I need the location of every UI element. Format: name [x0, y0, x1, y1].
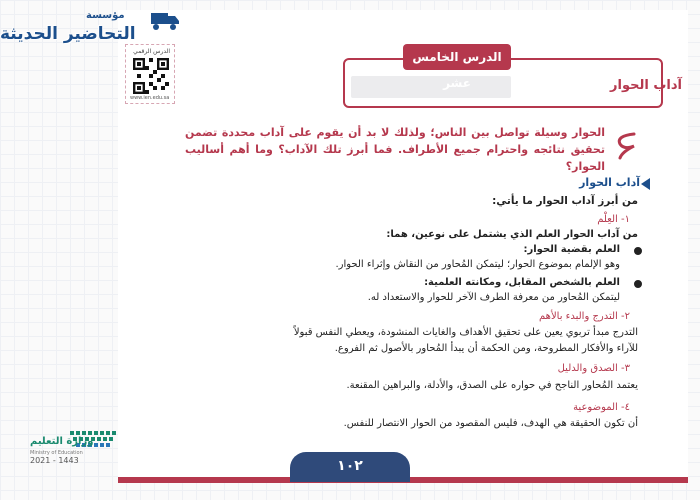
- item-ilm-b2-title: العلم بالشخص المقابل، ومكانته العلمية:: [424, 277, 620, 288]
- item-sidq-title: ٣- الصدق والدليل: [557, 363, 630, 374]
- watermark-text: التحاضير الحديثة: [0, 24, 136, 44]
- qr-title: الدرس الرقمي: [133, 48, 170, 55]
- ministry-name: وزارة التعليم: [30, 436, 94, 447]
- item-ilm-b1-title: العلم بقضية الحوار:: [523, 244, 620, 255]
- section-heading: آداب الحوار: [579, 176, 640, 189]
- ministry-name-en: Ministry of Education: [30, 450, 83, 456]
- item-ilm-title: ١- العِلْم: [597, 214, 630, 225]
- item-tadarruj-line1: التدرج مبدأ تربوي يعين على تحقيق الأهداف والغايات المنشودة، ويعطي النفس قبولاً: [293, 327, 638, 338]
- page-number: ١٠٢: [290, 452, 410, 482]
- lesson-title: آداب الحوار: [610, 78, 682, 93]
- watermark-logo: [0, 6, 180, 46]
- question-spiral-icon: [612, 130, 640, 160]
- title-frame-fill: [351, 76, 511, 98]
- truck-icon: [150, 10, 180, 32]
- section-lead: من أبرز آداب الحوار ما يأتي:: [492, 195, 638, 207]
- item-ilm-line: من آداب الحوار العلم الذي يشتمل على نوعين، هما:: [386, 229, 638, 240]
- item-mawdooiya-line: أن تكون الحقيقة هي الهدف، فليس المقصود من الحوار الانتصار للنفس.: [343, 418, 638, 429]
- item-sidq-line: يعتمد المُحاور الناجح في حواره على الصدق، والأدلة، والبراهين المقنعة.: [346, 380, 638, 391]
- lesson-number-badge: الدرس الخامس عشر: [403, 44, 511, 70]
- section-arrow-icon: [641, 178, 650, 190]
- qr-url: www.ien.edu.sa: [130, 95, 170, 101]
- ministry-year: 2021 - 1443: [30, 456, 79, 465]
- watermark-label: مؤسسة: [86, 10, 125, 21]
- bullet-icon: [634, 247, 642, 255]
- item-mawdooiya-title: ٤- الموضوعية: [573, 402, 630, 413]
- digital-lesson-card[interactable]: [125, 44, 175, 104]
- intro-paragraph: الحوار وسيلة تواصل بين الناس؛ ولذلك لا بد أن يقوم على آداب محددة تضمن تحقيق نتائجه واحترام جميع الأطراف. فما أبرز تلك الآداب؟ وما أهم أساليب الحوار؟: [185, 126, 605, 173]
- item-ilm-b1-text: وهو الإلمام بموضوع الحوار؛ ليتمكن المُحاور من النقاش وإثراء الحوار.: [335, 259, 620, 270]
- item-tadarruj-title: ٢- التدرج والبدء بالأهم: [539, 311, 630, 322]
- bullet-icon: [634, 280, 642, 288]
- item-tadarruj-line2: للآراء والأفكار المطروحة، ومن الحكمة أن يبدأ المُحاور بالأصول ثم الفروع.: [334, 343, 638, 354]
- item-ilm-b2-text: ليتمكن المُحاور من معرفة الطرف الآخر للحوار والاستعداد له.: [367, 292, 620, 303]
- qr-code-icon[interactable]: [133, 58, 169, 94]
